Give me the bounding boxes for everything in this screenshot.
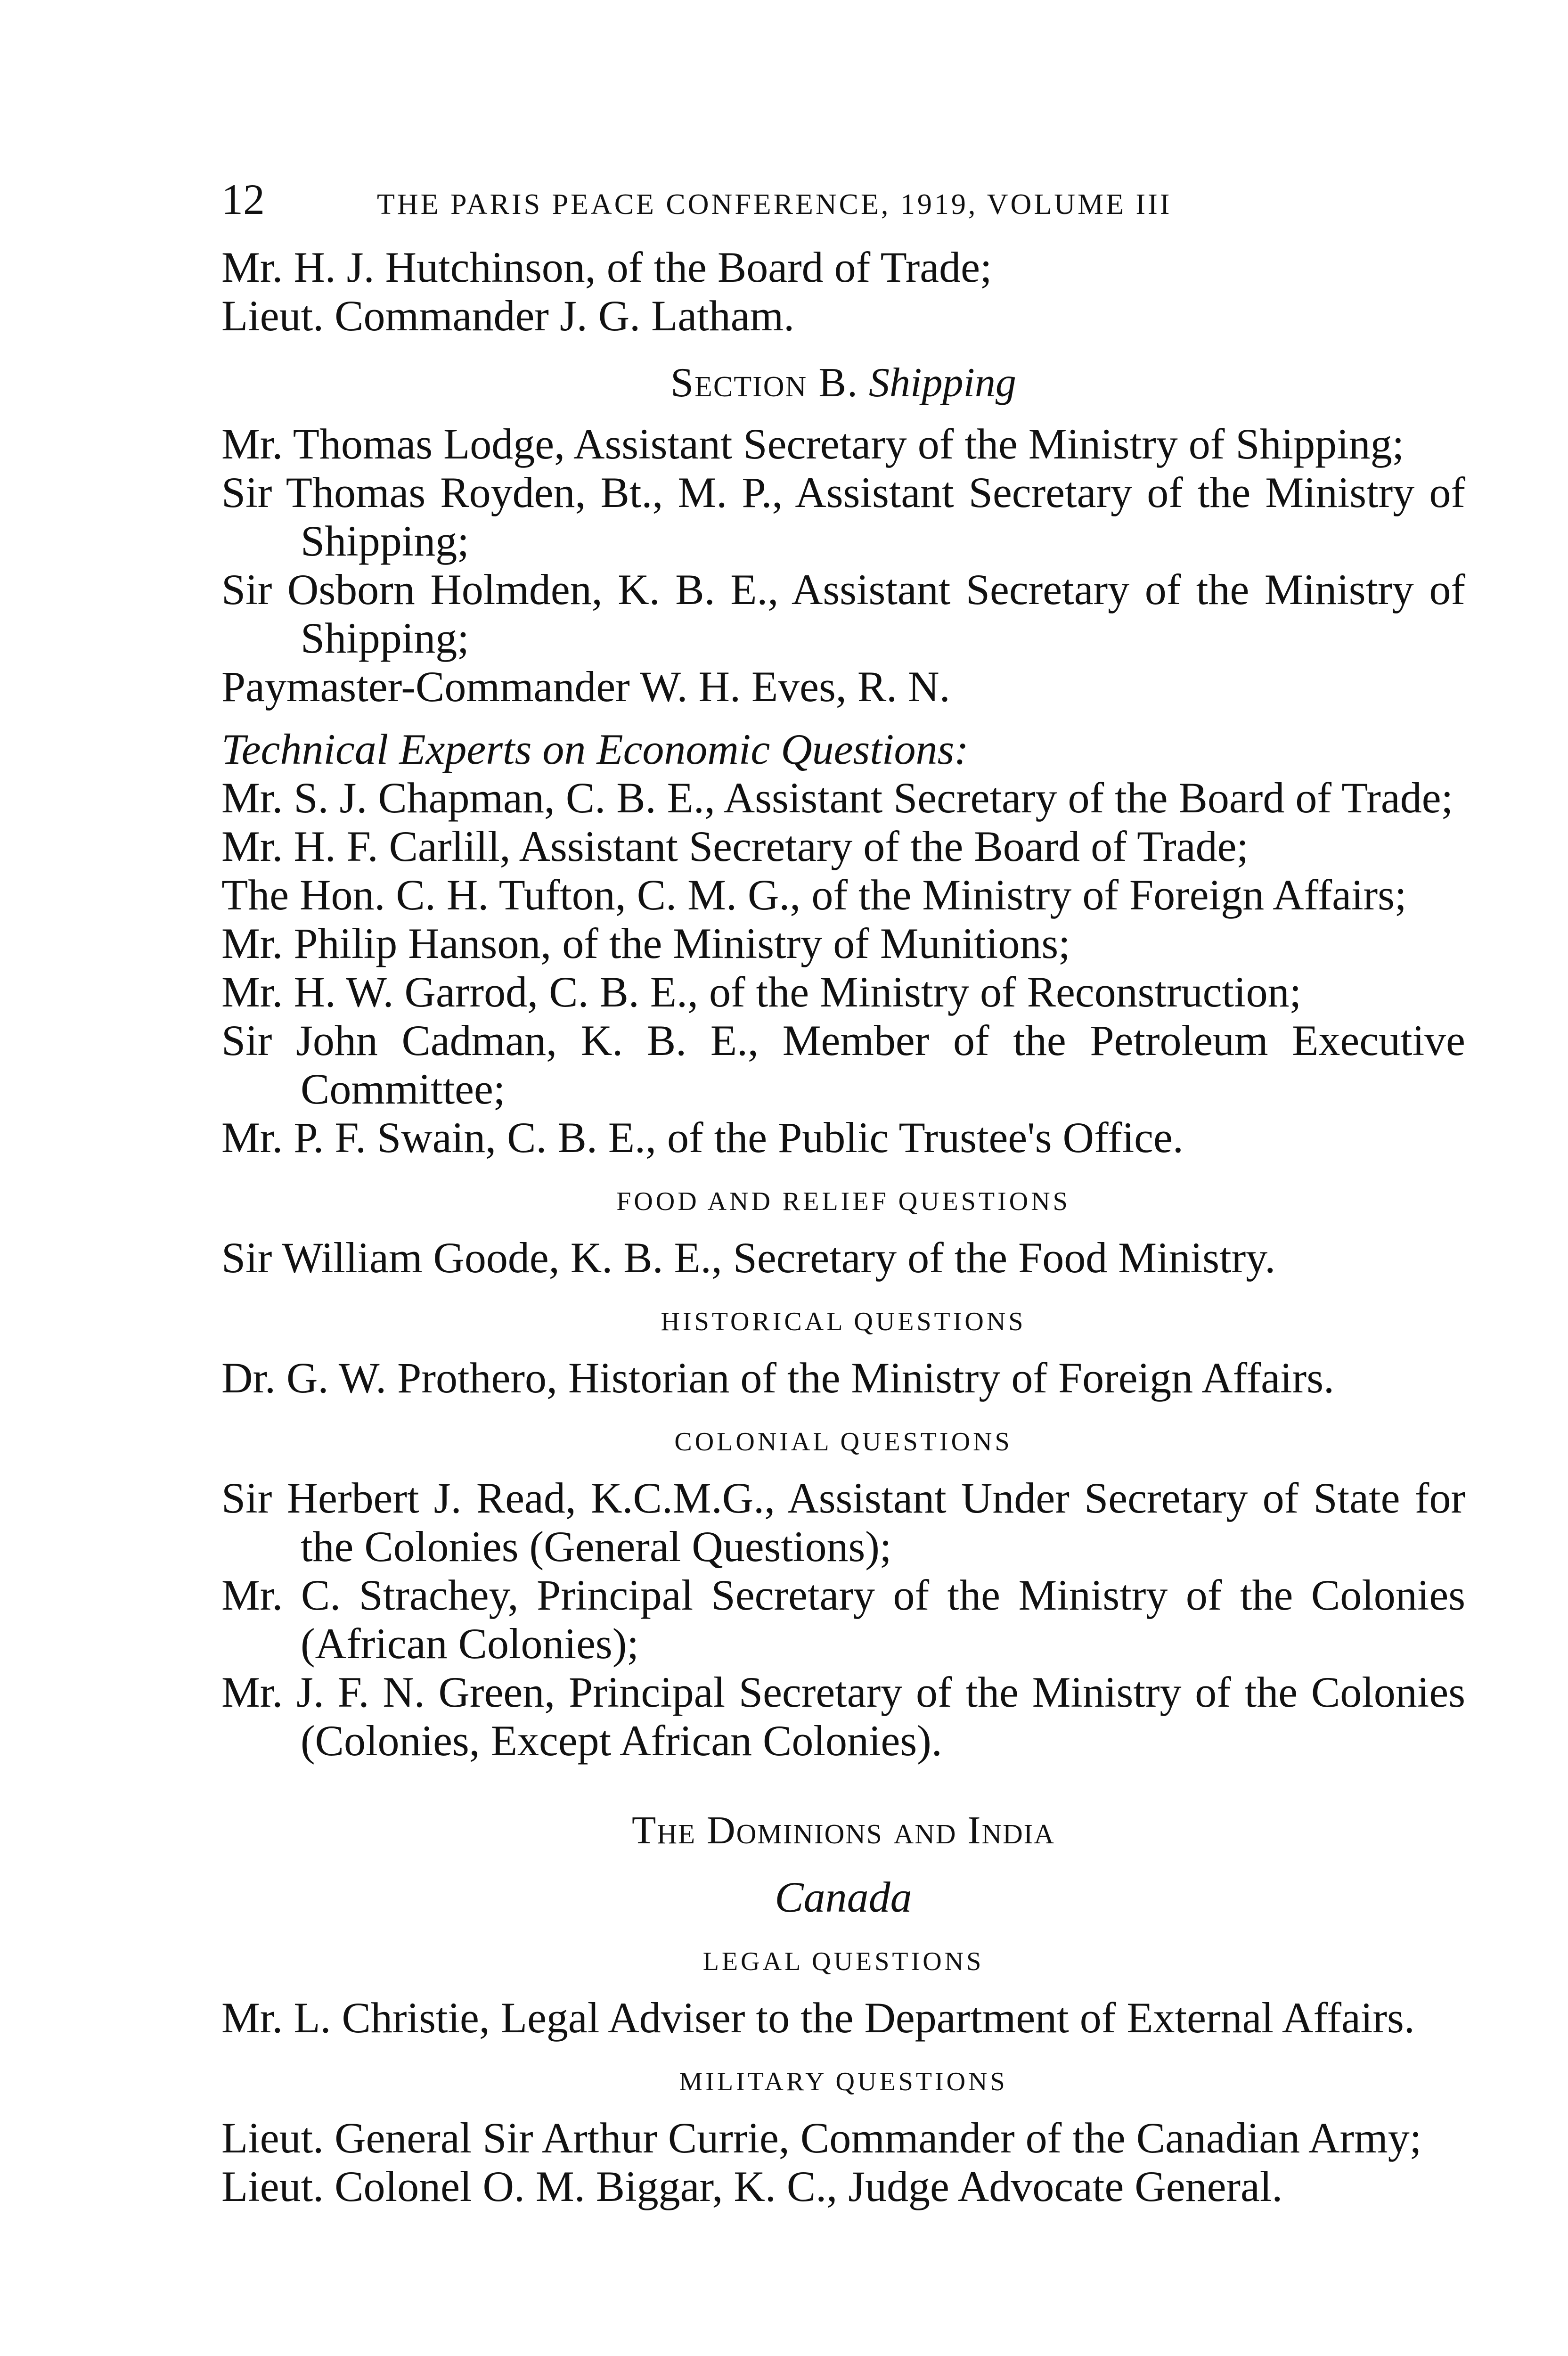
legal-heading: LEGAL QUESTIONS — [702, 1947, 984, 1976]
entry-line: Mr. P. F. Swain, C. B. E., of the Public Trustee's Office. — [221, 1113, 1184, 1162]
entry-line: Sir William Goode, K. B. E., Secretary of the Food Ministry. — [221, 1234, 1276, 1282]
section-label: Section B. — [670, 360, 859, 406]
section-title: Shipping — [869, 360, 1016, 406]
entry-line: The Hon. C. H. Tufton, C. M. G., of the Ministry of Foreign Affairs; — [221, 871, 1407, 919]
entry-line: Mr. H. J. Hutchinson, of the Board of Trade; — [221, 243, 992, 291]
entry-line: Mr. J. F. N. Green, Principal Secretary of the Ministry of the Colonies (Colonies, Except African Colonies). — [221, 1668, 1465, 1765]
entry-line: Sir Herbert J. Read, K.C.M.G., Assistant Under Secretary of State for the Colonies (General Questions); — [221, 1474, 1465, 1571]
entry-line: Mr. Philip Hanson, of the Ministry of Munitions; — [221, 919, 1070, 967]
entry-line: Mr. H. F. Carlill, Assistant Secretary of the Board of Trade; — [221, 822, 1249, 870]
entry-line: Lieut. General Sir Arthur Currie, Commander of the Canadian Army; — [221, 2114, 1422, 2162]
military-heading: MILITARY QUESTIONS — [679, 2067, 1008, 2096]
entry-line: Sir John Cadman, K. B. E., Member of the Petroleum Executive Committee; — [221, 1016, 1465, 1113]
technical-experts-heading: Technical Experts on Economic Questions: — [221, 725, 969, 773]
section-b-entries — [221, 420, 1465, 711]
entry-line: Lieut. Commander J. G. Latham. — [221, 292, 795, 340]
country-heading: Canada — [775, 1873, 912, 1921]
colonial-entries — [221, 1474, 1465, 1765]
technical-experts-entries — [221, 774, 1465, 1162]
running-header — [221, 174, 1465, 224]
food-heading: FOOD AND RELIEF QUESTIONS — [616, 1187, 1070, 1216]
running-title: THE PARIS PEACE CONFERENCE, 1919, VOLUME III — [377, 188, 1172, 221]
entry-line: Paymaster-Commander W. H. Eves, R. N. — [221, 663, 950, 711]
entry-line: Mr. H. W. Garrod, C. B. E., of the Ministry of Reconstruction; — [221, 968, 1302, 1016]
page-number: 12 — [221, 175, 265, 223]
entry-line: Mr. C. Strachey, Principal Secretary of the Ministry of the Colonies (African Colonies); — [221, 1571, 1465, 1668]
entry-line: Sir Osborn Holmden, K. B. E., Assistant Secretary of the Ministry of Shipping; — [221, 565, 1465, 662]
military-entries — [221, 2114, 1465, 2211]
entry-line: Sir Thomas Royden, Bt., M. P., Assistant Secretary of the Ministry of Shipping; — [221, 468, 1465, 565]
entry-line: Lieut. Colonel O. M. Biggar, K. C., Judge Advocate General. — [221, 2162, 1283, 2210]
top-entries — [221, 243, 1465, 340]
document-page — [221, 174, 1465, 2211]
entry-line: Dr. G. W. Prothero, Historian of the Ministry of Foreign Affairs. — [221, 1354, 1334, 1402]
entry-line: Mr. S. J. Chapman, C. B. E., Assistant Secretary of the Board of Trade; — [221, 774, 1454, 822]
dominions-heading: The Dominions and India — [632, 1808, 1055, 1852]
historical-heading: HISTORICAL QUESTIONS — [661, 1307, 1026, 1336]
entry-line: Mr. L. Christie, Legal Adviser to the Department of External Affairs. — [221, 1994, 1415, 2042]
section-b-heading — [221, 359, 1465, 407]
entry-line: Mr. Thomas Lodge, Assistant Secretary of the Ministry of Shipping; — [221, 420, 1405, 468]
colonial-heading: COLONIAL QUESTIONS — [674, 1427, 1013, 1456]
